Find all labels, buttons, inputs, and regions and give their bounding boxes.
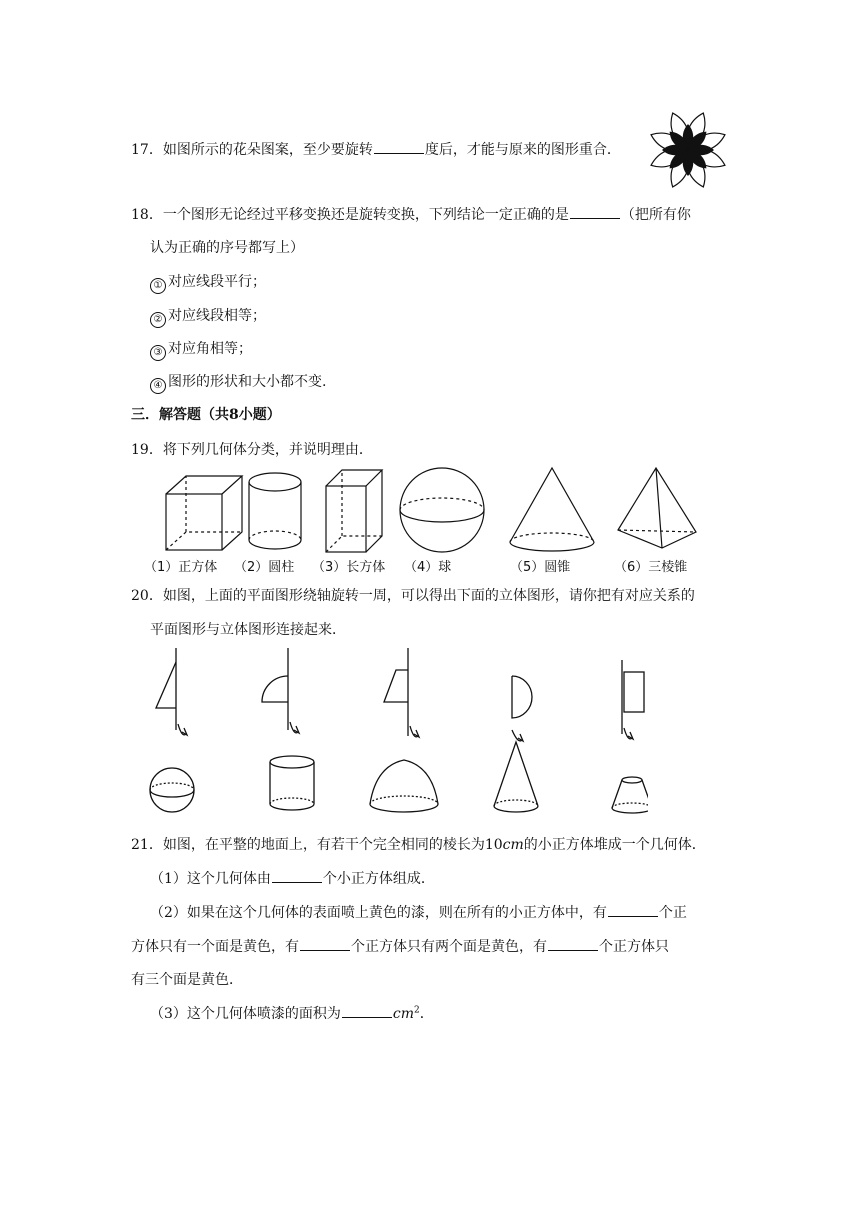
- q17-line: [131, 139, 621, 160]
- q19-text: 将下列几何体分类，并说明理由．: [162, 442, 373, 458]
- flower-figure: [644, 108, 732, 192]
- q20-line1: [131, 586, 695, 606]
- q18-line1: [131, 204, 691, 225]
- option-mark: ①: [150, 278, 166, 294]
- q20-number: 20．: [131, 588, 163, 604]
- q19-line: [131, 440, 373, 460]
- q21-part2-blank3[interactable]: [548, 936, 598, 951]
- option-text: 对应角相等；: [168, 341, 252, 357]
- q21-part3-unit: cm: [392, 1006, 415, 1022]
- option-mark: ④: [150, 378, 166, 394]
- q20-text-line1: 如图，上面的平面图形绕轴旋转一周，可以得出下面的立体图形，请你把有对应关系的: [162, 588, 695, 604]
- q21-part1-blank[interactable]: [272, 868, 322, 883]
- q18-text-after: （把所有你: [620, 207, 691, 223]
- solids-drawings: [148, 464, 704, 556]
- q21-text-before: 如图，在平整的地面上，有若干个完全相同的棱长为: [162, 837, 485, 853]
- q21-unit: cm: [502, 837, 524, 853]
- q21-part3-after: ．: [419, 1006, 434, 1022]
- solids-figure: [144, 464, 704, 576]
- caption-cylinder: （2）圆柱: [234, 560, 295, 575]
- q17-text-before: 如图所示的花朵图案，至少要旋转: [162, 142, 373, 158]
- caption-cuboid: （3）长方体: [312, 560, 386, 575]
- caption-cube: （1）正方体: [144, 560, 218, 575]
- q21-number: 21．: [131, 837, 163, 853]
- q21-part2-line1: [150, 902, 687, 923]
- q18-answer-blank[interactable]: [570, 204, 620, 219]
- q21-part2-line2: [131, 936, 669, 957]
- q19-number: 19．: [131, 442, 163, 458]
- q21-part2-b: 个正: [658, 905, 687, 921]
- q21-part1-after: 个小正方体组成．: [322, 871, 435, 887]
- q21-part3-sup: 2: [414, 1005, 420, 1016]
- caption-pyramid: （6）三棱锥: [614, 560, 688, 575]
- caption-sphere: （4）球: [404, 560, 452, 575]
- q18-option-1: [150, 272, 266, 294]
- q17-text-after: 度后，才能与原来的图形重合．: [424, 142, 621, 158]
- option-text: 对应线段相等；: [168, 308, 266, 324]
- q21-part2-e: 个正方体只: [599, 939, 669, 955]
- q21-part2-d: 个正方体只有两个面是黄色，有: [351, 939, 547, 955]
- q21-part1-before: （1）这个几何体由: [150, 871, 271, 887]
- q21-part2-a: （2）如果在这个几何体的表面喷上黄色的漆，则在所有的小正方体中，有: [150, 905, 607, 921]
- q21-part2-line3: 有三个面是黄色．: [131, 972, 243, 988]
- section-title-prefix: 三．解答题（共: [131, 407, 229, 423]
- q17-number: 17．: [131, 142, 163, 158]
- section-title: [131, 405, 281, 425]
- q18-option-3: [150, 339, 252, 361]
- q21-part3-before: （3）这个几何体喷漆的面积为: [150, 1006, 341, 1022]
- q21-part2-c: 方体只有一个面是黄色，有: [131, 939, 299, 955]
- option-mark: ③: [150, 345, 166, 361]
- q21-text-after: 的小正方体堆成一个几何体．: [523, 837, 706, 853]
- section-title-suffix: 小题）: [238, 407, 281, 423]
- q21-part2-blank1[interactable]: [608, 902, 658, 917]
- q21-part3-blank[interactable]: [342, 1003, 392, 1018]
- option-mark: ②: [150, 312, 166, 328]
- option-text: 图形的形状和大小都不变.: [168, 374, 327, 390]
- q18-option-2: [150, 306, 266, 328]
- q18-number: 18．: [131, 207, 163, 223]
- q21-edge-length: 10: [484, 837, 503, 853]
- q21-part2-blank2[interactable]: [300, 936, 350, 951]
- q18-option-4: [150, 372, 326, 394]
- rotation-matching-figure: [148, 646, 648, 818]
- q20-line2: 平面图形与立体图形连接起来．: [150, 622, 346, 638]
- option-text: 对应线段平行；: [168, 274, 266, 290]
- q18-line2: 认为正确的序号都写上）: [150, 240, 304, 256]
- q17-answer-blank[interactable]: [374, 139, 424, 154]
- q21-part3: [150, 1003, 434, 1024]
- q21-line1: [131, 835, 706, 855]
- section-title-count: 8: [229, 407, 239, 423]
- q18-text-before: 一个图形无论经过平移变换还是旋转变换，下列结论一定正确的是: [162, 207, 569, 223]
- q21-part1: [150, 868, 435, 889]
- caption-cone: （5）圆锥: [510, 560, 571, 575]
